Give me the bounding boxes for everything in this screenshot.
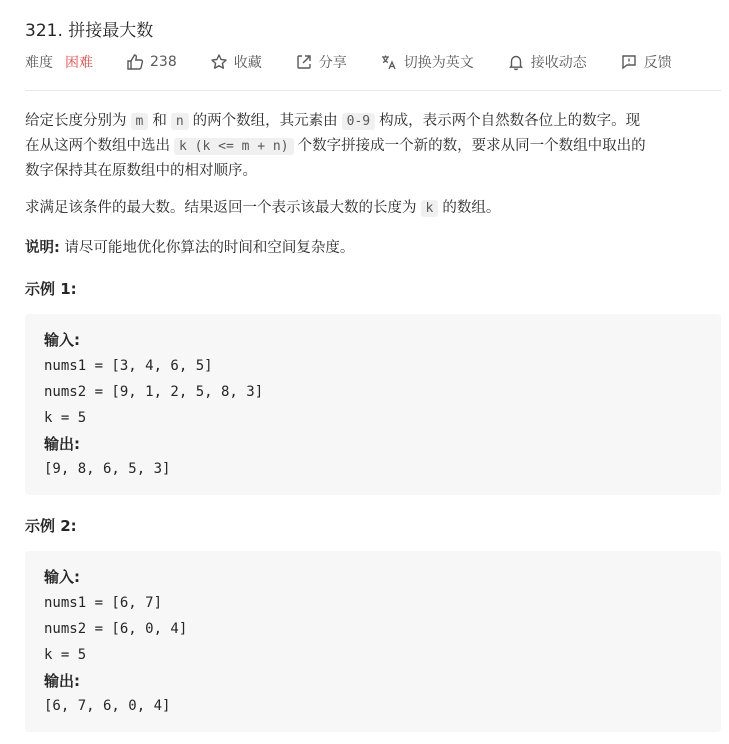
inline-code-k-constraint: k (k <= m + n): [174, 138, 294, 155]
input-label: 输入:: [44, 331, 80, 349]
output-value: [9, 8, 6, 5, 3]: [44, 461, 171, 477]
problem-meta-bar: [25, 52, 725, 72]
code-line: k = 5: [44, 647, 87, 663]
text-fragment: 的两个数组，其元素由: [192, 113, 338, 129]
text-fragment: 的数组。: [442, 200, 501, 216]
translate-label: 切换为英文: [403, 55, 474, 71]
star-icon: [210, 53, 228, 71]
description-paragraph-2: [25, 196, 725, 221]
example-1-title: 示例 1:: [25, 280, 77, 298]
description-line: 数字保持其在原数组中的相对顺序。: [25, 163, 257, 179]
feedback-label: 反馈: [643, 55, 672, 71]
inline-code-n: n: [171, 113, 189, 130]
example-2-block: [25, 551, 721, 732]
share-label: 分享: [318, 55, 347, 71]
difficulty-label: 难度: [25, 55, 53, 71]
notify-label: 接收动态: [530, 55, 587, 71]
description-line: [25, 134, 725, 159]
example-2-title: 示例 2:: [25, 517, 77, 535]
note-label: 说明:: [25, 240, 60, 256]
like-button[interactable]: [126, 53, 177, 71]
input-label: 输入:: [44, 568, 80, 586]
code-line: nums1 = [6, 7]: [44, 595, 163, 611]
notify-button[interactable]: [507, 52, 587, 72]
text-fragment: 和: [152, 113, 167, 129]
code-line: nums1 = [3, 4, 6, 5]: [44, 358, 213, 374]
inline-code-m: m: [131, 113, 149, 130]
share-button[interactable]: [295, 52, 347, 72]
code-line: nums2 = [6, 0, 4]: [44, 621, 188, 637]
translate-icon: [380, 53, 398, 71]
problem-title: 321. 拼接最大数: [25, 21, 154, 41]
example-1-block: [25, 314, 721, 495]
description-note: [25, 236, 725, 261]
text-fragment: 求满足该条件的最大数。结果返回一个表示该最大数的长度为: [25, 200, 417, 216]
divider: [25, 90, 721, 91]
note-text: 请尽可能地优化你算法的时间和空间复杂度。: [59, 240, 355, 256]
translate-button[interactable]: [380, 52, 474, 72]
text-fragment: 构成，表示两个自然数各位上的数字。现: [379, 113, 641, 129]
feedback-icon: [620, 53, 638, 71]
difficulty-value: 困难: [65, 55, 93, 71]
favorite-button[interactable]: [210, 52, 262, 72]
text-fragment: 个数字拼接成一个新的数，要求从同一个数组中取出的: [297, 138, 646, 154]
output-label: 输出:: [44, 672, 80, 690]
output-label: 输出:: [44, 435, 80, 453]
text-fragment: 在从这两个数组中选出: [25, 138, 170, 154]
inline-code-range: 0-9: [342, 113, 375, 130]
text-fragment: 给定长度分别为: [25, 113, 127, 129]
description-paragraph-1: [25, 109, 725, 184]
inline-code-k: k: [421, 200, 439, 217]
favorite-label: 收藏: [233, 55, 262, 71]
like-count: 238: [150, 54, 177, 70]
thumbs-up-icon: [126, 53, 144, 71]
description-line: [25, 109, 725, 134]
share-icon: [295, 53, 313, 71]
output-value: [6, 7, 6, 0, 4]: [44, 698, 171, 714]
bell-icon: [507, 53, 525, 71]
code-line: nums2 = [9, 1, 2, 5, 8, 3]: [44, 384, 264, 400]
code-line: k = 5: [44, 410, 87, 426]
feedback-button[interactable]: [620, 52, 672, 72]
